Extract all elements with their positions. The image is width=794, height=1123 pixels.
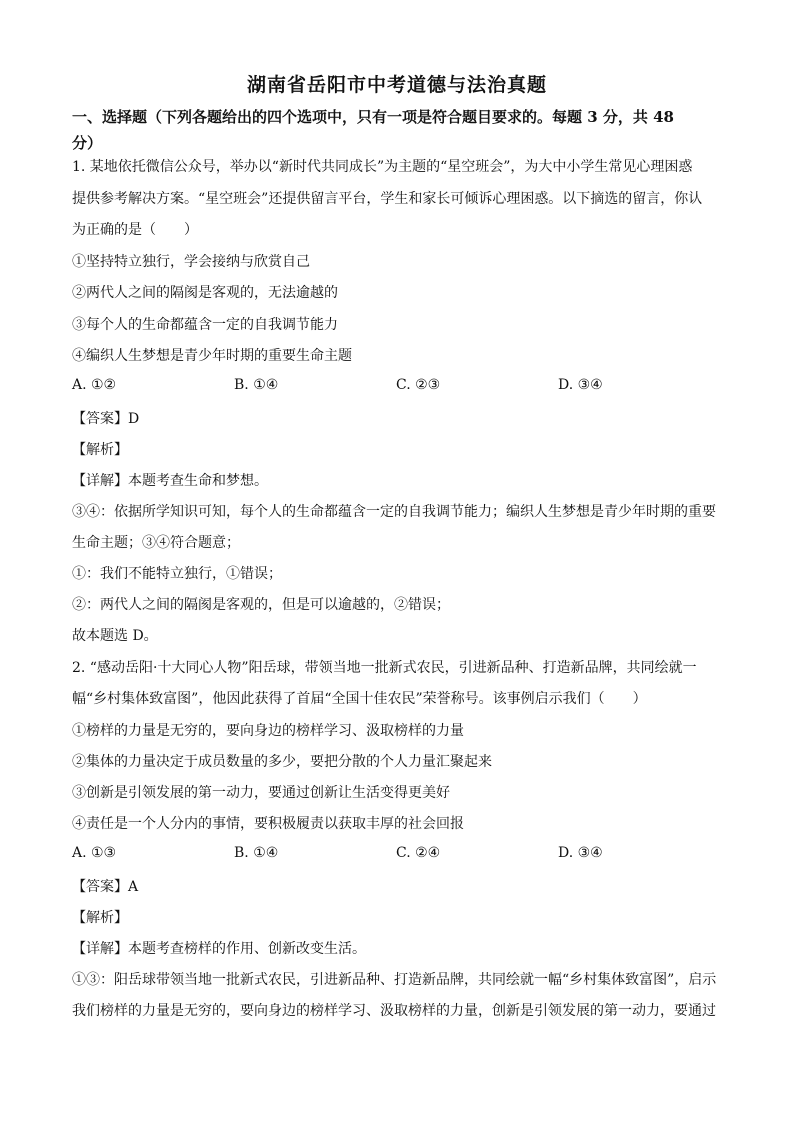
section-heading-line2: 分） bbox=[72, 134, 103, 152]
q2-analysis-label: 【解析】 bbox=[72, 910, 128, 926]
q2-stem-line: 2. “感动岳阳·十大同心人物”阳岳球，带领当地一批新式农民，引进新品种、打造新品牌，共同绘就一 bbox=[72, 660, 697, 676]
q1-option: ③每个人的生命都蕴含一定的自我调节能力 bbox=[72, 317, 338, 333]
page-title: 湖南省岳阳市中考道德与法治真题 bbox=[246, 74, 547, 96]
q1-detail-line: 故本题选 D。 bbox=[72, 628, 158, 644]
q2-choice-a: A. ①③ bbox=[72, 845, 117, 861]
q1-stem-line: 为正确的是（ ） bbox=[72, 222, 198, 238]
q1-detail-line: ②：两代人之间的隔阂是客观的，但是可以逾越的，②错误； bbox=[72, 597, 450, 613]
section-heading-line1: 一、选择题（下列各题给出的四个选项中，只有一项是符合题目要求的。每题 3 分，共 48 bbox=[72, 108, 674, 126]
q1-detail-line: 生命主题；③④符合题意； bbox=[72, 535, 240, 551]
q2-option: ①榜样的力量是无穷的，要向身边的榜样学习、汲取榜样的力量 bbox=[72, 723, 464, 739]
q1-option: ①坚持特立独行，学会接纳与欣赏自己 bbox=[72, 254, 310, 270]
q2-answer: 【答案】A bbox=[72, 879, 139, 895]
q2-stem-line: 幅“乡村集体致富图”，他因此获得了首届“全国十佳农民”荣誉称号。该事例启示我们（ ） bbox=[72, 691, 647, 707]
q2-choice-b: B. ①④ bbox=[234, 845, 279, 861]
q2-choices bbox=[72, 845, 724, 865]
q1-option: ②两代人之间的隔阂是客观的，无法逾越的 bbox=[72, 285, 338, 301]
q2-option: ④责任是一个人分内的事情，要积极履责以获取丰厚的社会回报 bbox=[72, 816, 464, 832]
q1-stem-line: 提供参考解决方案。“星空班会”还提供留言平台，学生和家长可倾诉心理困惑。以下摘选的留言，你认 bbox=[72, 191, 703, 207]
q1-choice-d: D. ③④ bbox=[558, 377, 603, 393]
q2-detail-line: 我们榜样的力量是无穷的，要向身边的榜样学习、汲取榜样的力量，创新是引领发展的第一动力，要通过 bbox=[72, 1003, 716, 1019]
q1-choices bbox=[72, 377, 724, 397]
q1-analysis-label: 【解析】 bbox=[72, 442, 128, 458]
q1-choice-c: C. ②③ bbox=[396, 377, 441, 393]
q2-detail-line: 【详解】本题考查榜样的作用、创新改变生活。 bbox=[72, 941, 366, 957]
q1-answer: 【答案】D bbox=[72, 411, 140, 427]
q2-choice-c: C. ②④ bbox=[396, 845, 441, 861]
q2-option: ②集体的力量决定于成员数量的多少，要把分散的个人力量汇聚起来 bbox=[72, 754, 492, 770]
q1-detail-line: 【详解】本题考查生命和梦想。 bbox=[72, 473, 268, 489]
q2-detail-line: ①③：阳岳球带领当地一批新式农民，引进新品种、打造新品牌，共同绘就一幅“乡村集体致富图”，启示 bbox=[72, 972, 717, 988]
q2-option: ③创新是引领发展的第一动力，要通过创新让生活变得更美好 bbox=[72, 785, 450, 801]
q2-choice-d: D. ③④ bbox=[558, 845, 603, 861]
q1-choice-a: A. ①② bbox=[72, 377, 117, 393]
q1-choice-b: B. ①④ bbox=[234, 377, 279, 393]
q1-detail-line: ③④：依据所学知识可知，每个人的生命都蕴含一定的自我调节能力；编织人生梦想是青少年时期的重要 bbox=[72, 504, 716, 520]
q1-stem-line: 1. 某地依托微信公众号，举办以“新时代共同成长”为主题的“星空班会”，为大中小学生常见心理困惑 bbox=[72, 159, 693, 175]
q1-option: ④编织人生梦想是青少年时期的重要生命主题 bbox=[72, 348, 352, 364]
q1-detail-line: ①：我们不能特立独行，①错误； bbox=[72, 566, 282, 582]
